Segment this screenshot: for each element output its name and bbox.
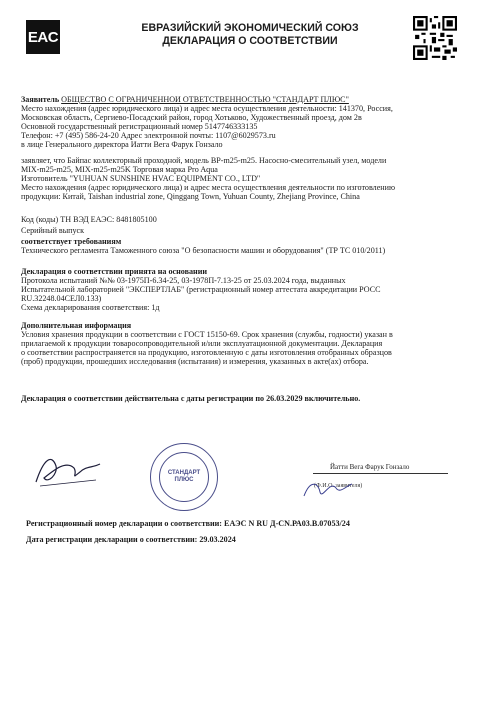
declaration-product: заявляет, что Байпас коллекторный проходной, модель BP-m25-m25. Насосно-смесительный узел, модели — [21, 157, 387, 165]
validity-section — [21, 395, 483, 404]
qr-code-icon — [413, 16, 457, 60]
additional-line-3: о соответствии распространяется на продукцию, изготовленную с даты изготовления отобранных образцов — [21, 348, 392, 357]
declaration-scheme: Схема декларирования соответствия: 1д — [21, 303, 160, 312]
signatory-label: (Ф.И.О. заявителя) — [314, 483, 363, 489]
additional-section — [21, 322, 483, 367]
manufacturer-address-cont: продукции: Китай, Taishan industrial zone, Qinggang Town, Yuhuan County, Zhejiang Province, China — [21, 192, 360, 201]
additional-line-2: прилагаемой к продукции товаросопроводительной и/или эксплуатационной документации. Декларация — [21, 339, 383, 348]
batch-type: Серийный выпуск — [21, 226, 85, 235]
company-stamp — [150, 443, 218, 511]
additional-line-4: (проб) продукции, прошедших исследования (испытания) и измерения, указанных в акте(ах) отбора. — [21, 357, 369, 366]
validity-text: Декларация о соответствии действительна с даты регистрации по 26.03.2029 включительно. — [21, 395, 361, 403]
document-title: ДЕКЛАРАЦИЯ О СООТВЕТСТВИИ — [162, 35, 338, 47]
official-signature — [300, 474, 355, 504]
additional-label: Дополнительная информация — [21, 322, 132, 330]
basis-section — [21, 268, 483, 313]
basis-protocols: Протокола испытаний №№ 03-1975П-6.34-25, 03-1978П-7.13-25 от 25.03.2024 года, выданных — [21, 276, 346, 285]
registration-number-label: Регистрационный номер декларации о соответствии: — [26, 519, 223, 528]
registration-date: 29.03.2024 — [199, 535, 236, 544]
manufacturer-address: Место нахождения (адрес юридического лица) и адрес места осуществления деятельности по изготовлению — [21, 183, 396, 192]
stamp-text-2: ПЛЮС — [174, 477, 194, 483]
basis-accreditation: RU.32248.04СЕЛ0.133) — [21, 294, 102, 303]
stamp-text-1: СТАНДАРТ — [167, 470, 201, 476]
product-codes — [21, 216, 483, 256]
applicant-address-cont: Московская область, Сергиево-Посадский район, город Хотьково, Художественный проезд, дом 2в — [21, 113, 362, 122]
registration-date-row — [26, 535, 466, 544]
applicant-representative: в лице Генерального директора Йатти Вега Фарук Гонзало — [21, 140, 223, 149]
applicant-contacts: Телефон: +7 (495) 586-24-20 Адрес электронной почты: 1107@6029573.ru — [21, 131, 276, 140]
registration-number: ЕАЭС N RU Д-CN.РА03.В.07053/24 — [224, 519, 350, 528]
applicant-section — [21, 96, 483, 149]
declaration-models: MIX-m25-m25, MIX-m25-m25K Торговая марка Pro Aqua — [21, 165, 218, 174]
compliance-regulation: Технического регламента Таможенного союза "О безопасности машин и оборудования" (ТР ТС 010/2011) — [21, 246, 386, 255]
applicant-label: Заявитель — [21, 96, 60, 104]
union-title: ЕВРАЗИЙСКИЙ ЭКОНОМИЧЕСКИЙ СОЮЗ — [141, 22, 359, 34]
registration-date-label: Дата регистрации декларации о соответствии: — [26, 535, 198, 544]
handwritten-signature — [30, 450, 105, 490]
declaration-section — [21, 157, 483, 202]
signatory-name: Йатти Вега Фарук Гонзало — [330, 463, 410, 471]
applicant-name: ОБЩЕСТВО С ОГРАНИЧЕННОЙ ОТВЕТСТВЕННОСТЬЮ "СТАНДАРТ ПЛЮС" — [61, 96, 349, 104]
registration-number-row — [26, 519, 466, 528]
compliance-label: соответствует требованиям — [21, 237, 122, 246]
basis-lab: Испытательной лабораторией "ЭКСПЕРТЛАБ" (регистрационный номер аттестата аккредитации РОСС — [21, 285, 381, 294]
additional-line-1: Условия хранения продукции в соответствии с ГОСТ 15150-69. Срок хранения (службы, годности) указан в — [21, 330, 393, 339]
tnved-code: Код (коды) ТН ВЭД ЕАЭС: 8481805100 — [21, 216, 157, 224]
applicant-address: Место нахождения (адрес юридического лица) и адрес места осуществления деятельности: 141370, Россия, — [21, 104, 393, 113]
manufacturer: Изготовитель "YUHUAN SUNSHINE HVAC EQUIPMENT CO., LTD" — [21, 174, 261, 183]
eac-logo: EAC — [26, 20, 60, 54]
applicant-ogrn: Основной государственный регистрационный номер 5147746333135 — [21, 122, 258, 131]
basis-label: Декларация о соответствии принята на основании — [21, 268, 208, 276]
